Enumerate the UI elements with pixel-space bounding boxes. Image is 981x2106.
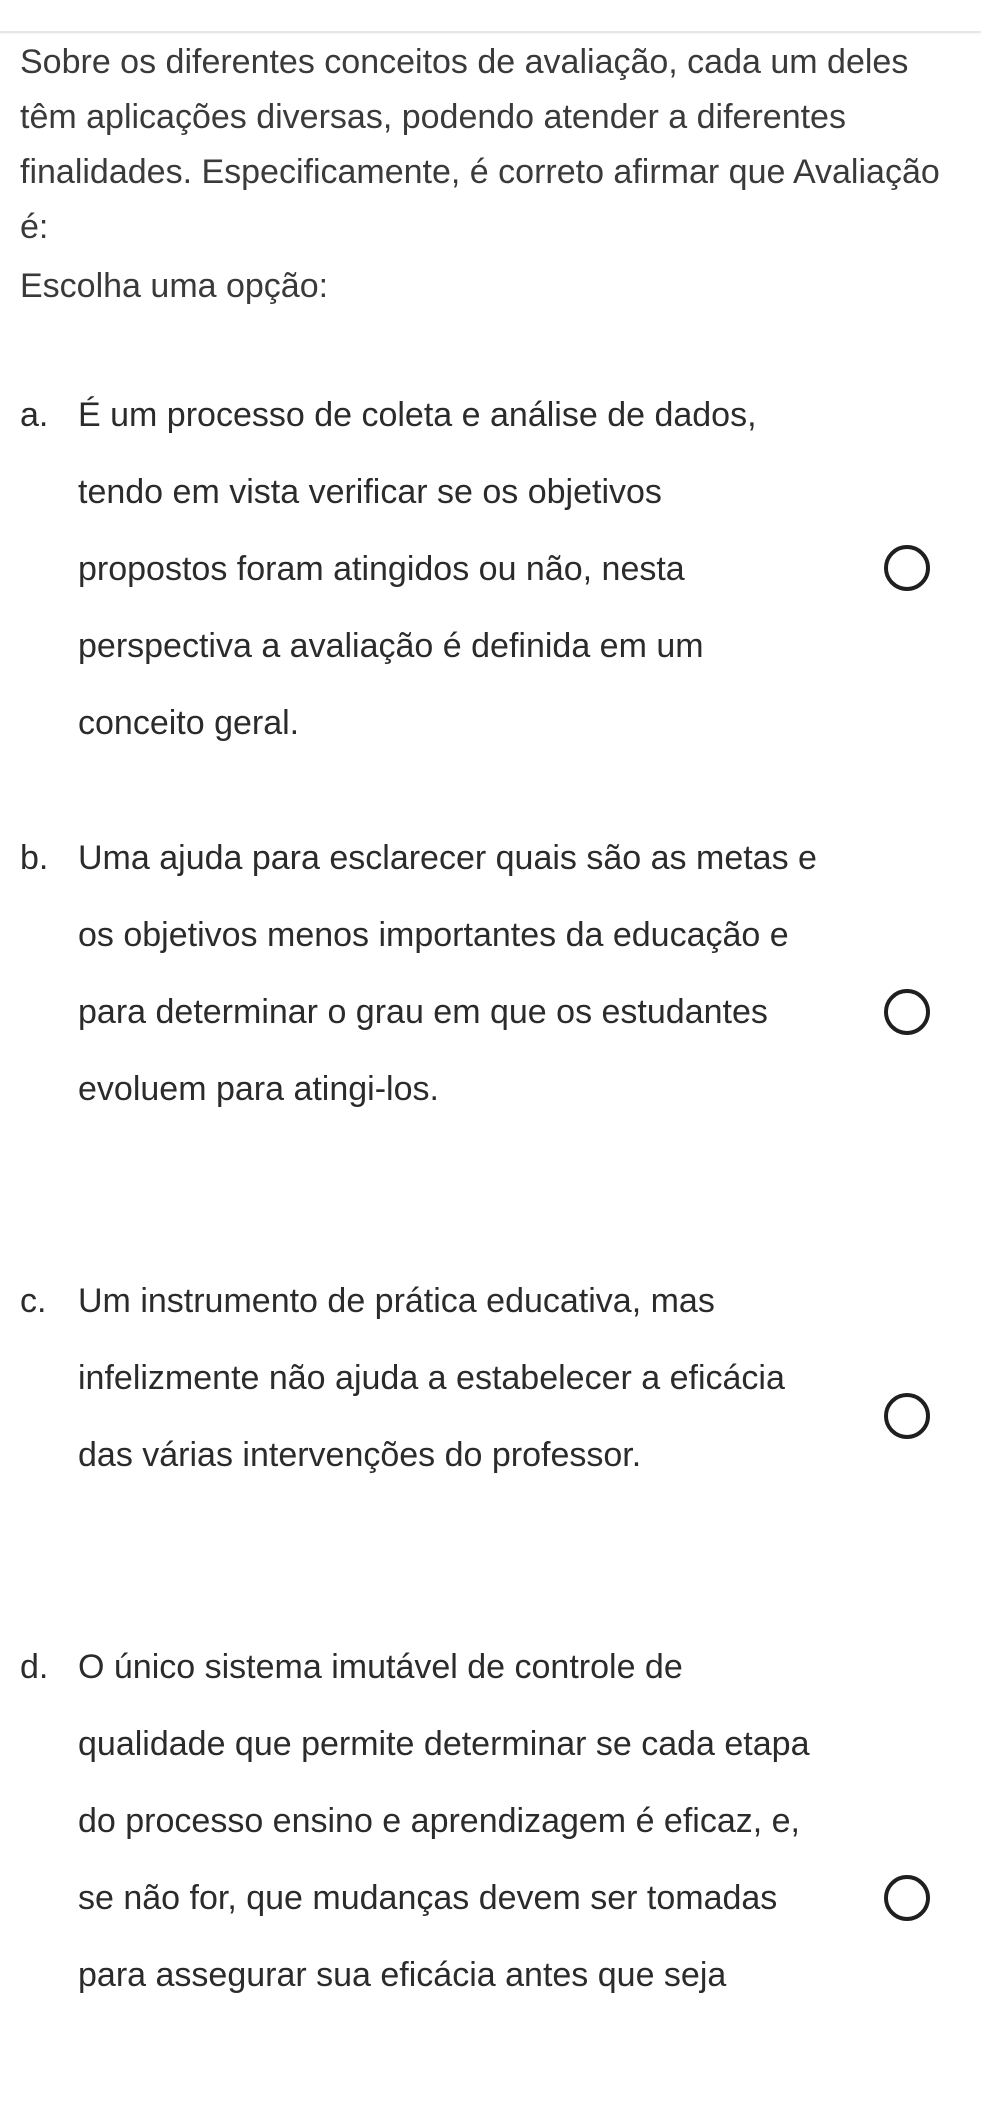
option-a[interactable] xyxy=(0,377,981,762)
option-a-letter: a. xyxy=(20,396,49,434)
option-c-letter: c. xyxy=(20,1282,47,1320)
option-b[interactable] xyxy=(0,820,981,1205)
option-a-radio[interactable] xyxy=(884,545,930,591)
option-b-text[interactable]: Uma ajuda para esclarecer quais são as metas e os objetivos menos importantes da educação e para determinar o grau em que os estudantes evoluem para atingi-los. xyxy=(78,839,817,1108)
option-c-text[interactable]: Um instrumento de prática educativa, mas infelizmente não ajuda a estabelecer a eficácia das várias intervenções do professor. xyxy=(78,1282,785,1474)
question-text: Sobre os diferentes conceitos de avaliação, cada um deles têm aplicações diversas, podendo atender a diferentes finalidades. Especificamente, é correto afirmar que Avaliação é: xyxy=(20,43,940,246)
option-d-text[interactable]: O único sistema imutável de controle de qualidade que permite determinar se cada etapa do processo ensino e aprendizagem é eficaz, e, se não for, que mudanças devem ser tomadas para assegurar sua eficácia antes que seja xyxy=(78,1648,810,1994)
option-d-radio[interactable] xyxy=(884,1875,930,1921)
option-c[interactable] xyxy=(0,1263,981,1571)
top-bar xyxy=(0,0,981,33)
option-b-radio[interactable] xyxy=(884,989,930,1035)
option-c-radio[interactable] xyxy=(884,1393,930,1439)
option-d[interactable] xyxy=(0,1629,981,2106)
option-d-letter: d. xyxy=(20,1648,49,1686)
choose-option-prompt: Escolha uma opção: xyxy=(20,267,329,305)
option-b-letter: b. xyxy=(20,839,49,877)
option-a-text[interactable]: É um processo de coleta e análise de dados, tendo em vista verificar se os objetivos propostos foram atingidos ou não, nesta perspectiva a avaliação é definida em um conceito geral. xyxy=(78,396,757,742)
